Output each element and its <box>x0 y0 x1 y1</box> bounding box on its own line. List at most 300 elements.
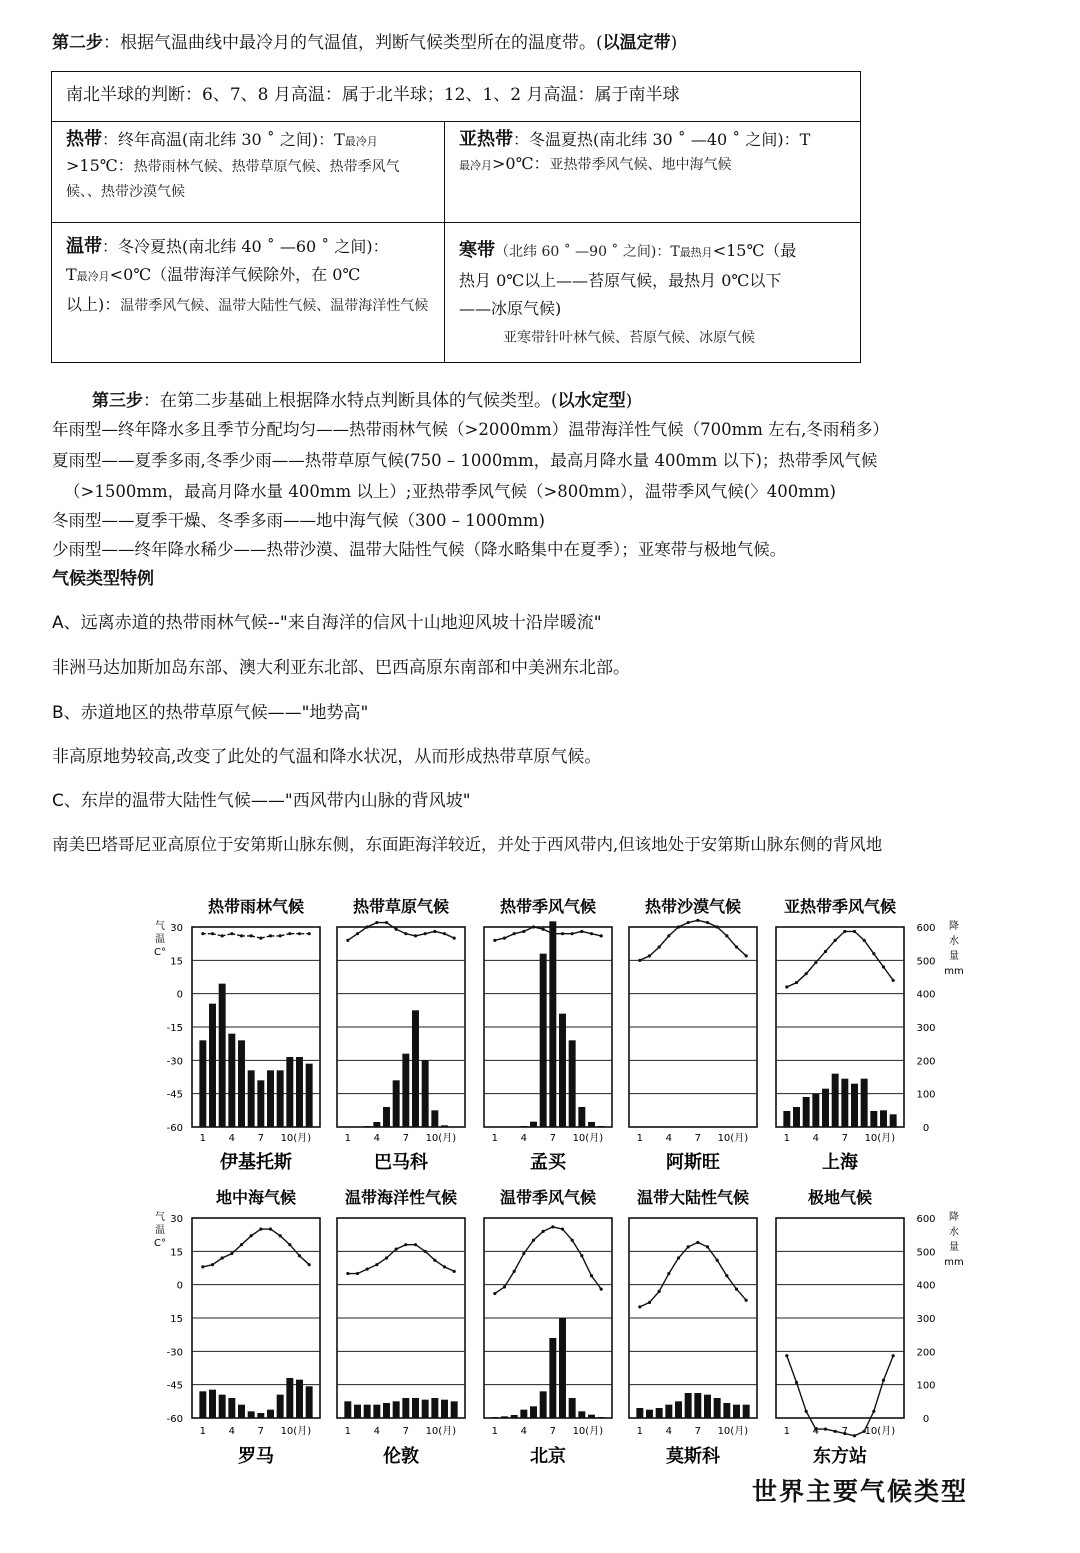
temperature-point <box>834 1430 837 1433</box>
precipitation-tick: 500 <box>916 956 936 968</box>
precip-bar <box>841 1079 848 1127</box>
month-tick: 1 <box>783 1426 791 1437</box>
temperature-point <box>892 1354 895 1357</box>
subtropical-zone-cell <box>445 122 861 223</box>
precip-bar <box>238 1040 245 1127</box>
precip-bar <box>559 1014 566 1127</box>
temperature-point <box>385 921 388 924</box>
precip-bar <box>286 1378 293 1418</box>
tropical-zone-rule: ：终年高温(南北纬 30 ˚ 之间)：T <box>102 130 345 149</box>
temperate-zone-rule: ：冬冷夏热(南北纬 40 ˚ —60 ˚ 之间)： <box>102 237 389 256</box>
precipitation-axis-label: 降 <box>949 921 959 932</box>
precip-bar <box>675 1401 682 1418</box>
precip-bar <box>530 1406 537 1418</box>
chart-title: 温带海洋性气候 <box>344 1188 458 1207</box>
frigid-zone-cell <box>445 223 861 363</box>
month-tick: 7 <box>257 1133 265 1144</box>
precipitation-tick: 200 <box>916 1056 936 1068</box>
precipitation-tick: 400 <box>916 989 936 1001</box>
month-tick: 7 <box>257 1426 265 1437</box>
precipitation-axis-label: mm <box>944 966 964 977</box>
precip-bar <box>286 1057 293 1127</box>
month-tick: 4 <box>373 1426 381 1437</box>
precip-bar <box>393 1080 400 1127</box>
temperature-tick: 0 <box>176 989 183 1001</box>
precipitation-axis-label: 量 <box>949 1242 959 1253</box>
step3-label: 第三步 <box>92 391 143 411</box>
temperature-point <box>356 932 359 935</box>
temperature-point <box>532 1239 535 1242</box>
temperature-point <box>269 1228 272 1231</box>
temperate-zone-t: T <box>66 265 77 284</box>
precip-bar <box>598 1417 605 1418</box>
temperature-point <box>211 932 214 935</box>
temperature-line <box>203 934 309 938</box>
temperature-point <box>269 934 272 937</box>
precip-bar <box>402 1398 409 1418</box>
temperature-point <box>453 937 456 940</box>
tropical-zone-name: 热带 <box>66 129 102 150</box>
temperate-zone-cell <box>52 223 445 363</box>
precip-bar <box>588 1122 595 1127</box>
temperate-zone-name: 温带 <box>66 236 102 257</box>
chart-title: 热带草原气候 <box>352 897 450 916</box>
temperature-point <box>580 930 583 933</box>
temperature-point <box>424 932 427 935</box>
precip-bar <box>743 1405 750 1418</box>
precip-bar <box>656 1408 663 1418</box>
temperature-axis-label: 温 <box>155 1225 165 1236</box>
special-a-body: 非洲马达加斯加岛东部、澳大利亚东北部、巴西高原东南部和中美洲东北部。 <box>52 658 630 678</box>
month-tick: 4 <box>373 1133 381 1144</box>
temperature-line <box>348 923 454 941</box>
temperature-point <box>279 934 282 937</box>
precip-bar <box>296 1380 303 1418</box>
rain-type-winter: 冬雨型——夏季干燥、冬季多雨——地中海气候（300 – 1000mm) <box>52 511 545 530</box>
temperature-point <box>745 1299 748 1302</box>
precip-bar <box>402 1054 409 1127</box>
climograph-10 <box>776 1218 904 1437</box>
temperature-point <box>288 1243 291 1246</box>
temperature-point <box>250 934 253 937</box>
temperature-point <box>648 1301 651 1304</box>
step3-text: ：在第二步基础上根据降水特点判断具体的气候类型。( <box>143 391 558 411</box>
precip-bar <box>880 1110 887 1127</box>
precip-bar <box>451 1401 458 1418</box>
climate-charts-figure <box>0 880 1080 1480</box>
precip-bar <box>209 1004 216 1127</box>
precip-bar <box>209 1390 216 1418</box>
temperature-line <box>495 1227 601 1294</box>
temperature-point <box>696 1241 699 1244</box>
precip-bar <box>646 1410 653 1418</box>
precip-bar <box>373 1122 380 1127</box>
precip-bar <box>704 1395 711 1418</box>
precipitation-tick: 100 <box>916 1380 936 1392</box>
precip-bar <box>267 1070 274 1127</box>
temperature-point <box>346 1272 349 1275</box>
month-tick: 4 <box>812 1133 820 1144</box>
temperature-point <box>513 932 516 935</box>
month-tick: 4 <box>665 1426 673 1437</box>
temperature-point <box>211 1263 214 1266</box>
chart-title: 热带雨林气候 <box>207 897 305 916</box>
precip-bar <box>714 1398 721 1418</box>
temperature-point <box>221 934 224 937</box>
climograph-3 <box>484 921 612 1127</box>
temperature-line <box>640 1242 746 1307</box>
temperature-point <box>308 932 311 935</box>
temperature-point <box>366 1268 369 1271</box>
temperature-point <box>404 932 407 935</box>
temperature-point <box>892 979 895 982</box>
month-tick: 10(月) <box>717 1133 749 1144</box>
month-tick: 7 <box>402 1426 410 1437</box>
month-tick: 10(月) <box>425 1426 457 1437</box>
temperature-tick: 30 <box>170 1214 183 1225</box>
subtropical-zone-sub: 最冷月 <box>459 159 492 172</box>
rain-type-scarce: 少雨型——终年降水稀少——热带沙漠、温带大陆性气候（降水略集中在夏季）；亚寒带与极地气候。 <box>52 540 787 559</box>
temperature-point <box>805 972 808 975</box>
temperature-point <box>590 932 593 935</box>
climograph-4 <box>629 919 757 1127</box>
temperature-point <box>259 937 262 940</box>
temperature-point <box>414 934 417 937</box>
month-tick: 7 <box>549 1133 557 1144</box>
special-c-body: 南美巴塔哥尼亚高原位于安第斯山脉东侧，东面距海洋较近，并处于西风带内,但该地处于安第斯山脉东侧的背风地 <box>52 835 883 854</box>
month-tick: 1 <box>344 1133 352 1144</box>
month-tick: 4 <box>812 1426 820 1437</box>
temperature-point <box>805 1410 808 1413</box>
precip-bar <box>393 1401 400 1418</box>
chart-title: 温带大陆性气候 <box>636 1188 750 1207</box>
tropical-zone-sub: 最冷月 <box>344 135 378 148</box>
temperature-point <box>522 1252 525 1255</box>
temperate-zone-types: 温带季风气候、温带大陆性气候、温带海洋性气候 <box>120 298 429 314</box>
precip-bar <box>219 984 226 1127</box>
subtropical-zone-name: 亚热带 <box>459 129 513 150</box>
temperature-tick: -60 <box>166 1414 183 1425</box>
precip-bar <box>383 1403 390 1418</box>
temperature-point <box>542 928 545 931</box>
temperature-point <box>356 1272 359 1275</box>
temperature-tick: 15 <box>170 956 183 968</box>
precipitation-tick: 300 <box>916 1314 936 1325</box>
climograph-7 <box>337 1218 465 1418</box>
chart-title: 地中海气候 <box>215 1188 297 1207</box>
temperature-point <box>667 934 670 937</box>
special-b-title: B、赤道地区的热带草原气候——"地势高" <box>52 703 369 723</box>
temperature-point <box>882 965 885 968</box>
temperature-point <box>638 959 641 962</box>
temperature-point <box>725 1274 728 1277</box>
precip-bar <box>228 1398 235 1418</box>
precip-bar <box>441 1125 448 1127</box>
precip-bar <box>257 1080 264 1127</box>
rain-type-summer: 夏雨型——夏季多雨,冬季少雨——热带草原气候(750 – 1000mm，最高月降水量 400mm 以下)；热带季风气候 <box>52 451 878 470</box>
temperature-point <box>288 932 291 935</box>
chart-title: 热带沙漠气候 <box>644 897 742 916</box>
frigid-zone-tundra: 热月 0℃以上——苔原气候，最热月 0℃以下 <box>459 271 782 290</box>
temperature-point <box>259 1228 262 1231</box>
step3-line <box>92 390 632 412</box>
climograph-5 <box>776 927 904 1127</box>
station-name: 孟买 <box>530 1152 566 1173</box>
temperature-point <box>667 1272 670 1275</box>
temperature-point <box>677 1256 680 1259</box>
temperature-axis-label: 气 <box>155 921 165 932</box>
precip-bar <box>257 1413 264 1418</box>
special-heading: 气候类型特例 <box>52 569 154 589</box>
precip-bar <box>665 1405 672 1418</box>
precip-bar <box>306 1064 313 1127</box>
precip-bar <box>354 1405 361 1418</box>
step2-emph: 以温定带 <box>602 33 671 53</box>
station-name: 罗马 <box>238 1446 274 1467</box>
temperature-point <box>853 930 856 933</box>
frigid-zone-icecap: ——冰原气候) <box>459 299 562 318</box>
precipitation-tick: 600 <box>916 1214 936 1225</box>
precipitation-axis-label: 水 <box>949 1227 959 1238</box>
station-name: 阿斯旺 <box>666 1152 720 1173</box>
temperature-tick: 30 <box>170 923 183 934</box>
rain-type-summer-cont: （>1500mm，最高月降水量 400mm 以上）;亚热带季风气候（>800mm），温带季风气候(〉400mm) <box>64 482 836 501</box>
precip-bar <box>248 1411 255 1418</box>
precip-bar <box>861 1079 868 1127</box>
temperature-point <box>230 932 233 935</box>
frigid-zone-rule: （北纬 60 ˚ —90 ˚ 之间)：T <box>495 244 680 260</box>
temperature-axis-label: 气 <box>155 1212 165 1223</box>
precip-bar <box>296 1057 303 1127</box>
temperate-zone-threshold: <0℃（温带海洋气候除外，在 0℃ <box>109 265 361 284</box>
precip-bar <box>578 1107 585 1127</box>
month-tick: 10(月) <box>572 1133 604 1144</box>
precip-bar <box>812 1094 819 1127</box>
climograph-1 <box>192 927 320 1127</box>
precip-bar <box>199 1040 206 1127</box>
precip-bar <box>851 1084 858 1127</box>
temperature-tick: -60 <box>166 1123 183 1134</box>
temperature-point <box>658 945 661 948</box>
temperature-point <box>542 1230 545 1233</box>
precipitation-tick: 600 <box>916 923 936 934</box>
temperature-point <box>298 1254 301 1257</box>
precip-bar <box>412 1398 419 1418</box>
precip-bar <box>238 1405 245 1418</box>
precip-bar <box>422 1060 429 1127</box>
precipitation-tick: 0 <box>922 1123 930 1134</box>
precip-bar <box>431 1398 438 1418</box>
month-tick: 4 <box>228 1426 236 1437</box>
month-tick: 1 <box>491 1426 499 1437</box>
temperature-point <box>201 1265 204 1268</box>
precip-bar <box>431 1110 438 1127</box>
temperature-point <box>843 930 846 933</box>
step3-emph: 以水定型 <box>557 391 626 411</box>
month-tick: 10(月) <box>572 1426 604 1437</box>
hemisphere-rule: 南北半球的判断：6、7、8 月高温：属于北半球；12、1、2 月高温：属于南半球 <box>52 72 861 122</box>
temperature-axis-label: 温 <box>155 934 165 945</box>
temperature-point <box>814 961 817 964</box>
temperature-point <box>795 981 798 984</box>
month-tick: 4 <box>228 1133 236 1144</box>
special-a-title: A、远离赤道的热带雨林气候--"来自海洋的信风十山地迎风坡十沿岸暖流" <box>52 613 602 633</box>
temperature-tick: -30 <box>166 1056 183 1068</box>
precip-bar <box>344 1401 351 1418</box>
temperature-point <box>385 1256 388 1259</box>
temperature-tick: -45 <box>166 1089 183 1101</box>
special-b-body: 非高原地势较高,改变了此处的气温和降水状况，从而形成热带草原气候。 <box>52 747 602 767</box>
precip-bar <box>501 1416 508 1418</box>
temperature-point <box>308 1263 311 1266</box>
precip-bar <box>219 1395 226 1418</box>
chart-title: 温带季风气候 <box>499 1188 597 1207</box>
frigid-zone-name: 寒带 <box>459 240 495 261</box>
precipitation-axis-label: mm <box>944 1257 964 1268</box>
figure-title: 世界主要气候类型 <box>752 1477 969 1506</box>
temperature-point <box>677 925 680 928</box>
month-tick: 1 <box>344 1426 352 1437</box>
chart-title: 热带季风气候 <box>499 897 597 916</box>
subtropical-zone-rule: ：冬温夏热(南北纬 30 ˚ —40 ˚ 之间)：T <box>513 130 811 149</box>
temperature-point <box>551 932 554 935</box>
temperature-tick: -15 <box>166 1023 183 1034</box>
temperature-point <box>503 937 506 940</box>
precip-bar <box>199 1391 206 1418</box>
precip-bar <box>733 1405 740 1418</box>
temperature-point <box>279 1234 282 1237</box>
temperature-point <box>795 1381 798 1384</box>
temperature-line <box>787 1356 893 1436</box>
temperate-zone-sub: 最冷月 <box>76 270 110 283</box>
month-tick: 1 <box>199 1426 207 1437</box>
temperature-point <box>551 1225 554 1228</box>
temperature-axis-label: C° <box>154 947 166 958</box>
temperature-tick: -30 <box>166 1347 183 1359</box>
frigid-zone-types: 亚寒带针叶林气候、苔原气候、冰原气候 <box>503 330 755 346</box>
temperature-point <box>493 1292 496 1295</box>
temperature-point <box>716 925 719 928</box>
month-tick: 10(月) <box>280 1426 312 1437</box>
month-tick: 4 <box>520 1426 528 1437</box>
precip-bar <box>364 1405 371 1418</box>
temperature-point <box>658 1290 661 1293</box>
temperature-point <box>706 1245 709 1248</box>
temperature-point <box>395 928 398 931</box>
temperature-point <box>366 925 369 928</box>
temperature-point <box>433 1259 436 1262</box>
precipitation-tick: 200 <box>916 1347 936 1359</box>
temperature-point <box>600 1288 603 1291</box>
precipitation-tick: 500 <box>916 1247 936 1259</box>
temperature-point <box>687 921 690 924</box>
temperature-point <box>638 1305 641 1308</box>
temperature-point <box>872 1410 875 1413</box>
station-name: 莫斯科 <box>666 1446 720 1467</box>
month-tick: 7 <box>549 1426 557 1437</box>
temperature-zones-table <box>51 71 861 363</box>
temperature-point <box>600 934 603 937</box>
precip-bar <box>890 1114 897 1127</box>
precip-bar <box>549 921 556 1127</box>
temperature-point <box>785 985 788 988</box>
precipitation-axis-label: 量 <box>949 951 959 962</box>
temperature-point <box>250 1234 253 1237</box>
temperature-point <box>298 932 301 935</box>
temperature-point <box>240 934 243 937</box>
temperature-point <box>346 939 349 942</box>
temperature-point <box>493 939 496 942</box>
month-tick: 1 <box>783 1133 791 1144</box>
precip-bar <box>803 1097 810 1127</box>
temperature-point <box>706 921 709 924</box>
month-tick: 4 <box>665 1133 673 1144</box>
temperature-point <box>414 1243 417 1246</box>
precip-bar <box>520 1410 527 1418</box>
temperature-point <box>375 1263 378 1266</box>
temperature-point <box>687 1245 690 1248</box>
precip-bar <box>441 1400 448 1418</box>
precip-bar <box>598 1126 605 1127</box>
precip-bar <box>559 1318 566 1418</box>
precip-bar <box>540 954 547 1127</box>
month-tick: 1 <box>636 1133 644 1144</box>
precipitation-axis-label: 降 <box>949 1212 959 1223</box>
temperature-point <box>561 1228 564 1231</box>
precip-bar <box>822 1089 829 1127</box>
temperature-point <box>725 934 728 937</box>
tropical-zone-threshold: >15℃： <box>66 156 134 175</box>
precip-bar <box>267 1410 274 1418</box>
frigid-zone-threshold: <15℃（最 <box>712 241 797 260</box>
temperature-point <box>716 1259 719 1262</box>
tropical-zone-cell <box>52 122 445 223</box>
temperature-point <box>433 930 436 933</box>
month-tick: 10(月) <box>864 1133 896 1144</box>
month-tick: 7 <box>694 1133 702 1144</box>
temperate-zone-note: 以上)： <box>66 295 121 314</box>
temperature-point <box>221 1256 224 1259</box>
temperature-point <box>735 945 738 948</box>
temperature-point <box>834 939 837 942</box>
temperature-point <box>571 932 574 935</box>
month-tick: 7 <box>841 1133 849 1144</box>
temperature-point <box>443 932 446 935</box>
month-tick: 4 <box>520 1133 528 1144</box>
precip-bar <box>228 1034 235 1127</box>
precip-bar <box>832 1074 839 1127</box>
step2-line <box>52 32 677 54</box>
climograph-9 <box>629 1218 757 1418</box>
chart-title: 极地气候 <box>807 1188 873 1207</box>
month-tick: 7 <box>841 1426 849 1437</box>
precip-bar <box>569 1040 576 1127</box>
temperature-line <box>348 1245 454 1274</box>
temperature-point <box>863 939 866 942</box>
temperature-point <box>745 954 748 957</box>
precip-bar <box>277 1395 284 1418</box>
temperature-point <box>201 932 204 935</box>
temperature-point <box>872 952 875 955</box>
precip-bar <box>549 1338 556 1418</box>
subtropical-zone-types: 亚热带季风气候、地中海气候 <box>549 157 732 173</box>
temperature-point <box>395 1248 398 1251</box>
temperature-line <box>787 931 893 987</box>
month-tick: 7 <box>694 1426 702 1437</box>
temperature-point <box>824 950 827 953</box>
precip-bar <box>412 1010 419 1127</box>
station-name: 北京 <box>530 1446 566 1467</box>
